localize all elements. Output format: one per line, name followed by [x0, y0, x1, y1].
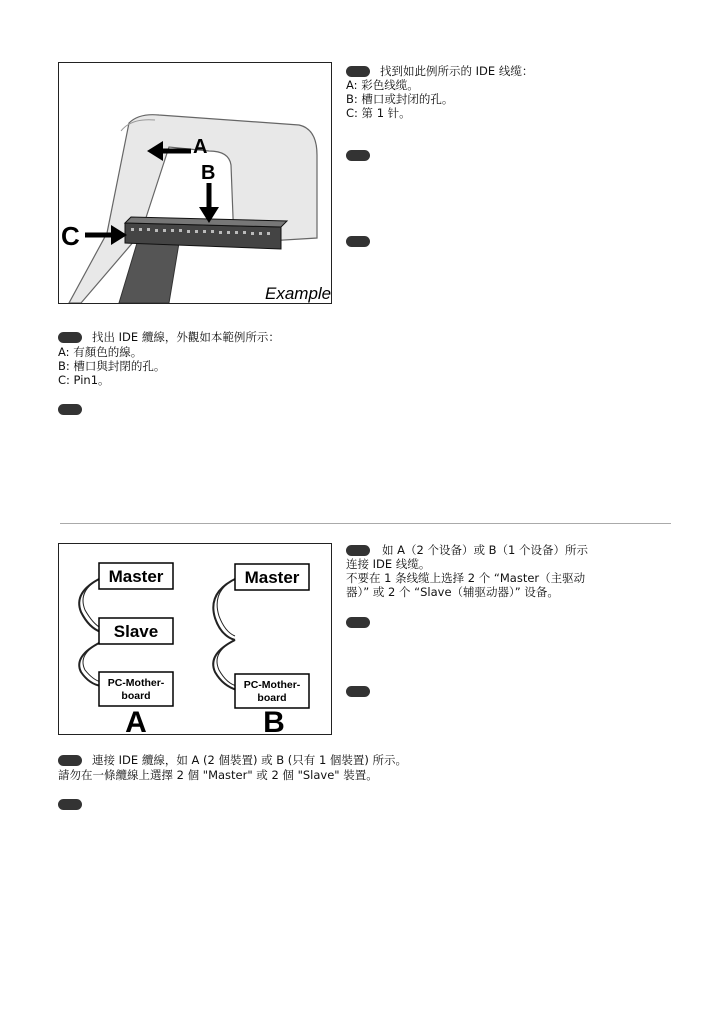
zh-cn-connect-line3: 不要在 1 条线缆上选择 2 个 “Master（主驱动 — [346, 571, 586, 585]
lang-badge-zh-tw-2 — [58, 755, 82, 766]
ide-cable-illustration — [59, 63, 331, 303]
zh-cn-item-c: C: 第 1 针。 — [346, 106, 411, 120]
ide-connector — [125, 217, 287, 249]
zh-tw-intro: 找出 IDE 纜線，外觀如本範例所示： — [92, 330, 280, 344]
config-label-a: A — [125, 706, 147, 734]
motherboard-label-b-1: PC-Mother- — [243, 679, 301, 691]
zh-cn-connect-line4: 器）” 或 2 个 “Slave（辅驱动器）” 设备。 — [346, 585, 559, 599]
master-slave-diagram — [59, 544, 331, 734]
zh-tw-item-b: B: 槽口與封閉的孔。 — [58, 359, 166, 373]
zh-tw-connect-line2: 請勿在一條纜線上選擇 2 個 "Master" 或 2 個 "Slave" 裝置。 — [58, 768, 378, 782]
lang-badge-8 — [58, 799, 82, 810]
figure-label-a: A — [193, 136, 208, 158]
lang-badge-6 — [346, 617, 370, 628]
lang-badge-zh-cn-2 — [346, 545, 370, 556]
zh-cn-connect-line2: 连接 IDE 线缆。 — [346, 557, 431, 571]
lang-badge-7 — [346, 686, 370, 697]
zh-tw-item-c: C: Pin1。 — [58, 373, 110, 387]
lang-badge-zh-tw-1 — [58, 332, 82, 343]
config-label-b: B — [263, 706, 285, 734]
lang-badge-4 — [58, 404, 82, 415]
lang-badge-2 — [346, 150, 370, 161]
master-slave-figure — [58, 543, 332, 735]
section-divider — [60, 523, 671, 524]
figure-label-c: C — [61, 221, 80, 251]
figure-label-b: B — [201, 162, 216, 184]
motherboard-label-b-2: board — [257, 692, 287, 704]
zh-cn-intro: 找到如此例所示的 IDE 线缆： — [380, 64, 534, 78]
slave-label-a: Slave — [113, 622, 159, 641]
master-label-a: Master — [108, 567, 164, 586]
master-label-b: Master — [244, 568, 300, 587]
figure-caption: Example — [265, 284, 331, 303]
zh-cn-connect-line1: 如 A（2 个设备）或 B（1 个设备）所示 — [382, 543, 589, 557]
zh-tw-item-a: A: 有顏色的線。 — [58, 345, 143, 359]
lang-badge-zh-cn-1 — [346, 66, 370, 77]
ide-cable-figure — [58, 62, 332, 304]
lang-badge-3 — [346, 236, 370, 247]
zh-cn-item-b: B: 槽口或封闭的孔。 — [346, 92, 454, 106]
motherboard-label-a-1: PC-Mother- — [107, 677, 165, 689]
arrow-b-icon — [199, 183, 219, 223]
motherboard-label-a-2: board — [121, 690, 151, 702]
zh-cn-item-a: A: 彩色线缆。 — [346, 78, 419, 92]
zh-tw-connect-line1: 連接 IDE 纜線，如 A (2 個裝置) 或 B (只有 1 個裝置) 所示。 — [92, 753, 408, 767]
